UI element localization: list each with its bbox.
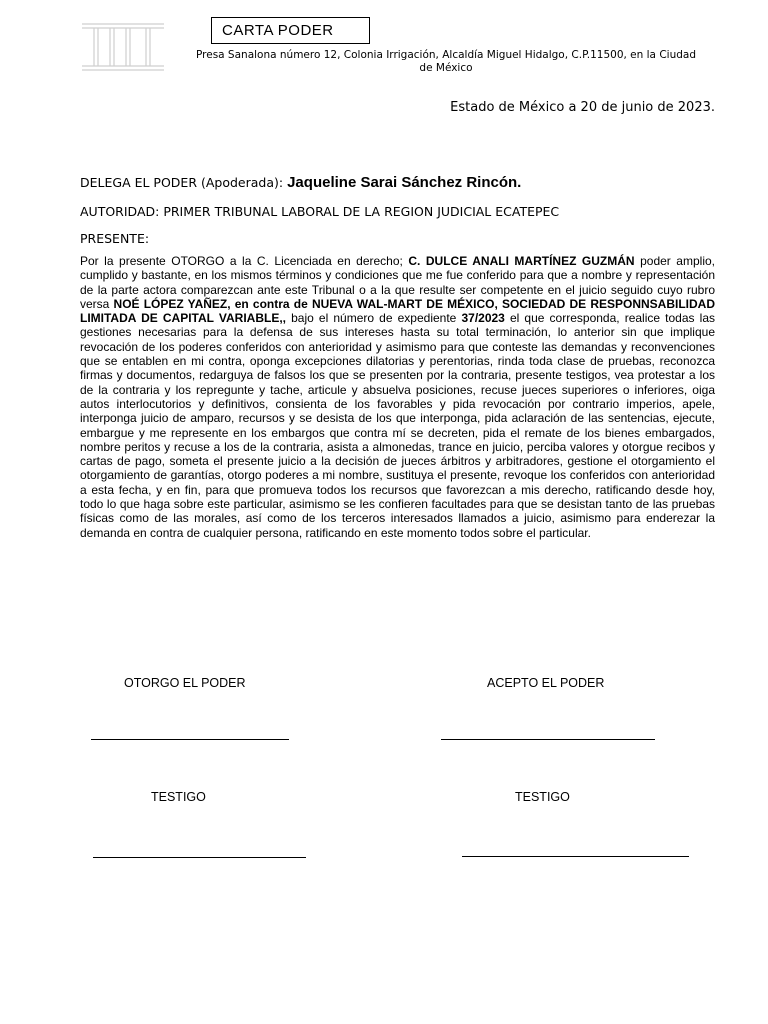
otorgo-signature-line: [91, 739, 289, 740]
pillars-logo-icon: [80, 20, 166, 72]
testigo-label-2: TESTIGO: [515, 790, 570, 804]
delega-line: [80, 174, 521, 191]
body-text-1: Por la presente OTORGO a la C. Licenciada en derecho;: [80, 254, 409, 268]
delega-label: DELEGA EL PODER (Apoderada):: [80, 175, 288, 190]
autoridad-line: AUTORIDAD: PRIMER TRIBUNAL LABORAL DE LA REGION JUDICIAL ECATEPEC: [80, 204, 560, 219]
testigo-label-1: TESTIGO: [151, 790, 206, 804]
licenciada-name: C. DULCE ANALI MARTÍNEZ GUZMÁN: [408, 254, 635, 268]
date-line: Estado de México a 20 de junio de 2023.: [450, 100, 715, 115]
otorgo-label: OTORGO EL PODER: [124, 676, 246, 690]
expediente-number: 37/2023: [461, 311, 505, 326]
body-paragraph: [80, 254, 715, 540]
presente-line: PRESENTE:: [80, 231, 150, 246]
apoderada-name: Jaqueline Sarai Sánchez Rincón: [287, 174, 518, 191]
acepto-label: ACEPTO EL PODER: [487, 676, 605, 690]
delega-period: .: [517, 174, 522, 191]
document-title: CARTA PODER: [211, 17, 370, 44]
case-parties: NOÉ LÓPEZ YAÑEZ, en contra de NUEVA WAL-MART DE MÉXICO, SOCIEDAD DE RESPONNSABILIDAD LIMITADA DE CAPITAL VARIABLE,,: [80, 296, 715, 326]
body-text-4: el que corresponda, realice todas las gestiones necesarias para la defensa de sus intereses hasta su total terminación, lo anterior sin que implique revocación de los poderes conferidos con anterioridad y asimismo para que conteste las demandas y reconvenciones que se entablen en mi contra, oponga excepciones dilatorias y perentorias, rinda toda clase de pruebas, reconozca firmas y documentos, redarguya de falsos los que se presenten por la contraria, presente testigos, vea protestar a los de la contraria y los repregunte y tache, articule y absuelva posiciones, recuse jueces superiores o inferiores, oiga autos interlocutorios y definitivos, consienta de los favorables y pida revocación por contrario imperios, apele, interponga juicio de amparo, recursos y se desista de los que interponga, pida aclaración de las sentencias, ejecute, embargue y me represente en los embargos que contra mí se decreten, pida el remate de los bienes embargados, nombre peritos y recuse a los de la contraria, asista a almonedas, trance en juicio, perciba valores y otorgue recibos y cartas de pago, someta el presente juicio a la decisión de jueces árbitros y arbitradores, gestione el otorgamiento el otorgamiento de garantías, otorgo poderes a mi nombre, sustituya el presente, revoque los conferidos con anterioridad a esta fecha, y en fin, para que promueva todos los recursos que favorezcan a mis derecho, ratificando desde hoy, todo lo que haga sobre este particular, asimismo se les confieren facultades para que se desistan tanto de las pruebas físicas como de las morales, así como de los terceros interesados llamados a juicio, asimismo para enderezar la demanda en contra de cualquier persona, ratificando en este momento todos sobre el particular.: [80, 311, 715, 540]
address-text: Presa Sanalona número 12, Colonia Irrigación, Alcaldía Miguel Hidalgo, C.P.11500, en la Ciudad de México: [196, 49, 696, 74]
body-text-2: poder amplio, cumplido y bastante, en los mismos términos y condiciones que me fue conferido para que a nombre y representación de la parte actora comparezcan ante este Tribunal o a la que resulte ser competente en el juicio seguido cuyo rubro versa: [80, 254, 715, 311]
body-text-3: bajo el número de expediente: [286, 311, 462, 326]
acepto-signature-line: [441, 739, 655, 740]
testigo-signature-line-1: [93, 857, 306, 858]
testigo-signature-line-2: [462, 856, 689, 857]
